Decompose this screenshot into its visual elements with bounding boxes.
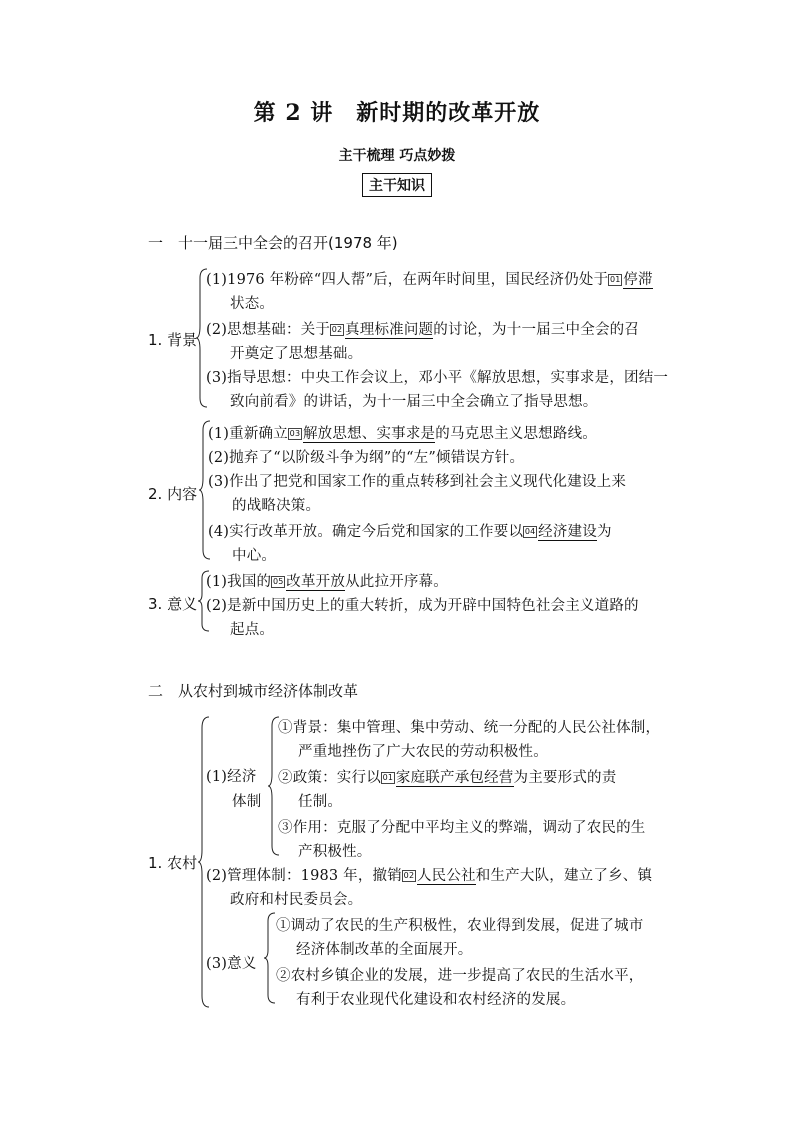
meaning-bullet-1-cont: 经济体制改革的全面展开。: [296, 942, 473, 958]
answer-text: 人民公社: [416, 868, 476, 884]
answer-text: 经济建设: [538, 524, 597, 540]
blank-number: 05: [272, 577, 284, 586]
content-item-4: (4)实行改革开放。确定今后党和国家的工作要以 04 经济建设为: [208, 524, 612, 540]
econ-bullet-2: ②政策：实行以 01 家庭联产承包经营为主要形式的责: [278, 770, 617, 786]
significance-label: 3. 意义: [148, 595, 198, 613]
meaning-bullet-1: ①调动了农民的生产积极性，农业得到发展，促进了城市: [276, 918, 644, 934]
content-item-4-cont: 中心。: [232, 548, 277, 564]
background-item-3: (3)指导思想：中央工作会议上，邓小平《解放思想，实事求是，团结一: [206, 370, 669, 386]
background-item-2-cont: 开奠定了思想基础。: [230, 346, 363, 362]
section-2-heading: 二 从农村到城市经济体制改革: [148, 682, 359, 700]
answer-text: 改革开放: [286, 574, 346, 590]
answer-text: 真理标准问题: [345, 322, 434, 338]
blank-number: 01: [382, 773, 394, 782]
boxed-label-wrap: [0, 173, 794, 197]
meaning-label: (3)意义: [206, 956, 257, 972]
background-item-1: (1)1976 年粉碎“四人帮”后，在两年时间里，国民经济仍处于 01 停滞: [206, 272, 653, 288]
mgmt-item-cont: 政府和村民委员会。: [230, 892, 363, 908]
econ-bullet-3: ③作用：克服了分配中平均主义的弊端，调动了农民的生: [278, 820, 646, 836]
rural-label: 1. 农村: [148, 854, 198, 872]
significance-item-1: (1)我国的 05 改革开放从此拉开序幕。: [206, 574, 448, 590]
answer-text: 停滞: [623, 272, 653, 288]
page-subtitle: 主干梳理 巧点妙拨: [338, 148, 456, 164]
econ-system-label: (1)经济: [206, 769, 257, 785]
blank-number: 04: [524, 527, 536, 536]
content-item-3-cont: 的战略决策。: [232, 498, 321, 514]
boxed-label: 主干知识: [362, 173, 432, 197]
background-label: 1. 背景: [148, 331, 198, 349]
meaning-brace: [264, 912, 276, 1004]
content-label: 2. 内容: [148, 485, 198, 503]
meaning-bullet-2: ②农村乡镇企业的发展，进一步提高了农民的生活水平，: [276, 968, 644, 984]
blank-number: 02: [331, 325, 343, 334]
blank-number: 01: [609, 275, 621, 284]
econ-bullet-3-cont: 产积极性。: [298, 844, 372, 860]
econ-bullet-1: ①背景：集中管理、集中劳动、统一分配的人民公社体制，: [278, 720, 661, 736]
page-title: 第 2 讲 新时期的改革开放: [253, 100, 541, 126]
blank-number: 02: [403, 871, 415, 880]
econ-bullet-2-cont: 任制。: [298, 794, 343, 810]
econ-bullet-1-cont: 严重地挫伤了广大农民的劳动积极性。: [298, 744, 548, 760]
background-item-3-cont: 致向前看》的讲话，为十一届三中全会确立了指导思想。: [230, 394, 598, 410]
econ-system-label-cont: 体制: [232, 794, 262, 810]
significance-item-2: (2)是新中国历史上的重大转折，成为开辟中国特色社会主义道路的: [206, 598, 639, 614]
content-item-2: (2)抛弃了“以阶级斗争为纲”的“左”倾错误方针。: [208, 450, 525, 466]
section-1-heading: 一 十一届三中全会的召开(1978 年): [148, 234, 398, 252]
mgmt-item: (2)管理体制：1983 年，撤销 02 人民公社和生产大队，建立了乡、镇: [206, 868, 653, 884]
content-item-1: (1)重新确立 03 解放思想、实事求是的马克思主义思想路线。: [208, 426, 597, 442]
answer-text: 家庭联产承包经营: [395, 770, 514, 786]
blank-number: 03: [289, 429, 301, 438]
background-item-1-cont: 状态。: [230, 296, 275, 312]
answer-text: 解放思想、实事求是: [302, 426, 436, 442]
meaning-bullet-2-cont: 有利于农业现代化建设和农村经济的发展。: [296, 992, 576, 1008]
background-item-2: (2)思想基础：关于 02 真理标准问题的讨论，为十一届三中全会的召: [206, 322, 640, 338]
content-item-3: (3)作出了把党和国家工作的重点转移到社会主义现代化建设上来: [208, 474, 627, 490]
significance-item-2-cont: 起点。: [230, 622, 275, 638]
